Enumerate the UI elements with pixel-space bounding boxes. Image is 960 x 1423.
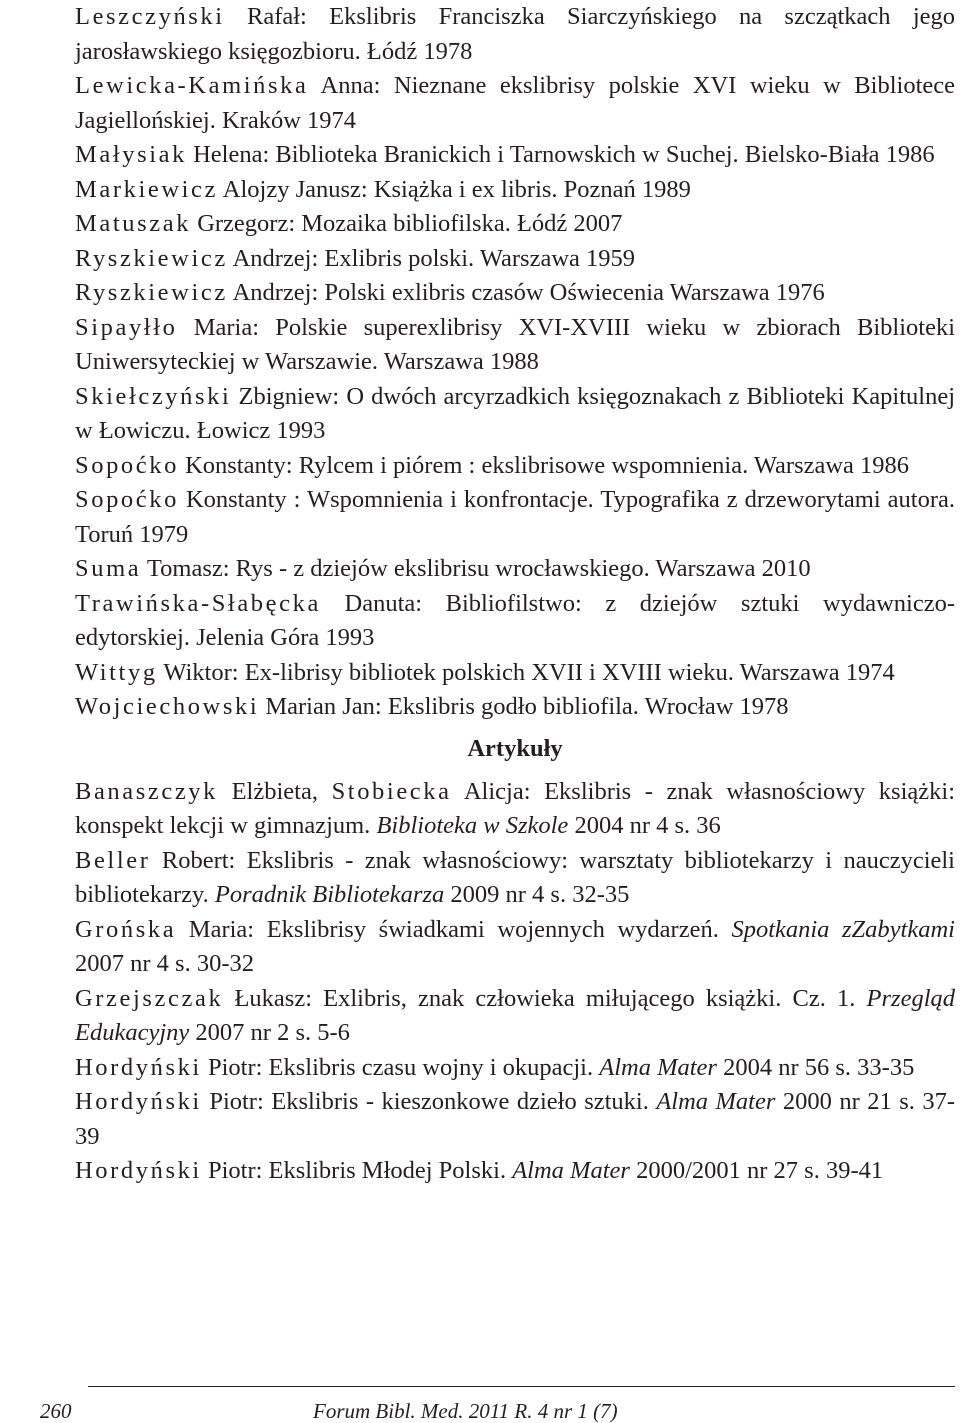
entry-author: Sipayłło — [75, 313, 178, 341]
article-entry — [75, 982, 955, 1051]
entry-author: Hordyński — [75, 1157, 202, 1184]
article-entry — [75, 775, 955, 844]
entry-author: Trawińska-Słabęcka — [75, 589, 321, 617]
entry-author: Ryszkiewicz — [75, 244, 228, 272]
book-entry — [75, 207, 955, 242]
entry-author: Sopoćko — [75, 451, 179, 479]
article-entry — [75, 1154, 955, 1189]
entry-issue: 2004 nr 56 s. 33-35 — [716, 1053, 915, 1081]
entry-text: Konstanty: Rylcem i piórem : ekslibrisowe wspomnienia. Warszawa 1986 — [178, 451, 910, 479]
entry-author: Hordyński — [75, 1053, 202, 1081]
entry-journal: Spotkania zZabytkami — [731, 915, 955, 943]
entry-author: Wojciechowski — [75, 693, 260, 720]
entry-text: Alojzy Janusz: Książka i ex libris. Poznań 1989 — [218, 175, 691, 203]
article-entry — [75, 913, 955, 982]
book-entry — [75, 69, 955, 138]
entry-author: Banaszczyk — [75, 777, 218, 805]
entry-text: Piotr: Ekslibris czasu wojny i okupacji. — [201, 1053, 600, 1081]
journal-footer: Forum Bibl. Med. 2011 R. 4 nr 1 (7) — [313, 1399, 618, 1423]
entry-text: Anna: Nieznane ekslibrisy polskie XVI wieku w Bibliotece Jagiellońskiej. Kraków 1974 — [75, 72, 955, 134]
entry-author: Ryszkiewicz — [75, 279, 228, 306]
book-entry — [75, 0, 955, 69]
book-entry — [75, 449, 955, 484]
entry-text: Piotr: Ekslibris - kieszonkowe dzieło sztuki. — [201, 1088, 657, 1115]
entry-text: Elżbieta, — [218, 777, 332, 805]
entry-issue: 2004 nr 4 s. 36 — [568, 812, 721, 839]
entry-text: Wiktor: Ex-librisy bibliotek polskich XVII i XVIII wieku. Warszawa 1974 — [157, 658, 895, 686]
entry-author: Markiewicz — [75, 175, 218, 203]
book-entry — [75, 690, 955, 725]
entry-text: Zbigniew: O dwóch arcyrzadkich księgoznakach z Biblioteki Kapitulnej w Łowiczu. Łowicz 1993 — [75, 382, 955, 444]
footer-divider — [88, 1386, 955, 1387]
entry-text: Łukasz: Exlibris, znak człowieka miłującego książki. Cz. 1. — [223, 984, 867, 1012]
entry-text: Grzegorz: Mozaika bibliofilska. Łódź 2007 — [191, 210, 623, 237]
article-entry — [75, 1085, 955, 1154]
entry-author: Lewicka-Kamińska — [75, 72, 309, 99]
entry-text: Piotr: Ekslibris Młodej Polski. — [201, 1157, 513, 1184]
book-entry — [75, 552, 955, 587]
entry-issue: 2000/2001 nr 27 s. 39-41 — [629, 1157, 884, 1184]
entry-journal: Przegląd Edukacyjny — [75, 984, 955, 1046]
entry-issue: 2007 nr 2 s. 5-6 — [189, 1019, 350, 1046]
book-entry — [75, 276, 955, 311]
entry-text: Helena: Biblioteka Branickich i Tarnowskich w Suchej. Bielsko-Biała 1986 — [186, 141, 935, 168]
book-entry — [75, 380, 955, 449]
entry-journal: Alma Mater — [656, 1088, 776, 1115]
book-entry — [75, 656, 955, 691]
entry-author: Skiełczyński — [75, 382, 232, 410]
book-entry — [75, 587, 955, 656]
entry-text: Konstanty : Wspomnienia i konfrontacje. Typografika z drzeworytami autora. Toruń 1979 — [75, 486, 955, 548]
entry-journal: Alma Mater — [599, 1053, 717, 1081]
article-entry — [75, 1051, 955, 1086]
entry-journal: Biblioteka w Szkole — [376, 812, 569, 839]
entry-journal: Poradnik Bibliotekarza — [214, 881, 445, 908]
entry-author: Grzejszczak — [75, 984, 224, 1012]
entry-text: Rafał: Ekslibris Franciszka Siarczyńskiego na szczątkach jego jarosławskiego księgozbioru. Łódź 1978 — [75, 3, 955, 65]
page-number: 260 — [40, 1399, 72, 1423]
book-entry — [75, 138, 955, 173]
entry-author: Suma — [75, 555, 142, 582]
entry-author: Wittyg — [75, 658, 158, 686]
book-entry — [75, 483, 955, 552]
entry-issue: 2000 nr 21 s. 37-39 — [75, 1088, 955, 1150]
entry-text: Maria: Polskie superexlibrisy XVI-XVIII wieku w zbiorach Biblioteki Uniwersyteckiej w Warszawie. Warszawa 1988 — [75, 313, 955, 375]
entry-text: Marian Jan: Ekslibris godło bibliofila. Wrocław 1978 — [259, 693, 789, 720]
entry-text: Tomasz: Rys - z dziejów ekslibrisu wrocławskiego. Warszawa 2010 — [141, 555, 811, 582]
entry-text: Maria: Ekslibrisy świadkami wojennych wydarzeń. — [176, 915, 732, 943]
entry-author: Beller — [75, 846, 151, 874]
entry-text: Robert: Ekslibris - znak własnościowy: warsztaty bibliotekarzy i nauczycieli bibliotekarzy. — [75, 846, 955, 908]
articles-heading: Artykuły — [467, 734, 563, 762]
article-entry — [75, 844, 955, 913]
entry-journal: Alma Mater — [512, 1157, 630, 1184]
entry-author: Leszczyński — [75, 3, 225, 30]
book-entry — [75, 173, 955, 208]
entry-author: Sopoćko — [75, 486, 179, 513]
entry-text-continued: Alicja: Ekslibris - znak własnościowy książki: konspekt lekcji w gimnazjum. — [75, 777, 956, 839]
entry-text: Andrzej: Exlibris polski. Warszawa 1959 — [227, 244, 636, 272]
entry-text: Danuta: Bibliofilstwo: z dziejów sztuki wydawniczo-edytorskiej. Jelenia Góra 1993 — [75, 589, 955, 651]
book-entry — [75, 242, 955, 277]
bibliography-body — [75, 0, 955, 1189]
entry-author: Matuszak — [75, 210, 192, 237]
book-entry — [75, 311, 955, 380]
entry-coauthor: Stobiecka — [331, 777, 452, 805]
entry-author: Grońska — [75, 915, 177, 943]
entry-author: Małysiak — [75, 141, 187, 168]
entry-text: Andrzej: Polski exlibris czasów Oświecenia Warszawa 1976 — [227, 279, 825, 306]
entry-author: Hordyński — [75, 1088, 202, 1115]
entry-issue: 2007 nr 4 s. 30-32 — [75, 950, 254, 977]
entry-issue: 2009 nr 4 s. 32-35 — [444, 881, 630, 908]
